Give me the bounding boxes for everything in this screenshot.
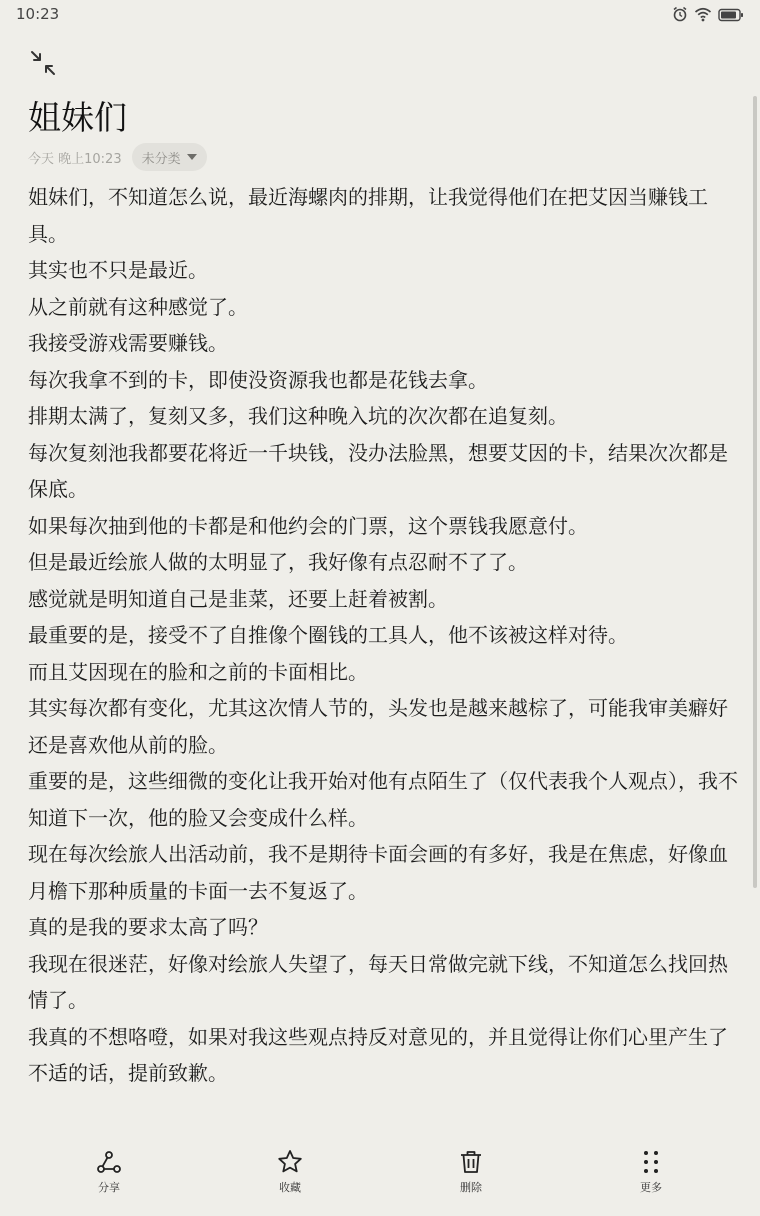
star-icon bbox=[276, 1148, 304, 1176]
note-paragraph: 姐妹们，不知道怎么说，最近海螺肉的排期，让我觉得他们在把艾因当赚钱工具。 bbox=[28, 185, 708, 246]
note-paragraph: 我现在很迷茫，好像对绘旅人失望了，每天日常做完就下线，不知道怎么找回热情了。 bbox=[28, 951, 728, 1012]
note-paragraph: 而且艾因现在的脸和之前的卡面相比。 bbox=[28, 659, 368, 684]
share-button[interactable] bbox=[69, 1148, 149, 1204]
favorite-label: 收藏 bbox=[279, 1181, 301, 1194]
more-button[interactable] bbox=[611, 1148, 691, 1204]
more-dots-icon bbox=[637, 1148, 665, 1176]
scrollbar[interactable] bbox=[753, 96, 757, 888]
note-paragraph: 从之前就有这种感觉了。 bbox=[28, 294, 248, 319]
note-paragraph: 最重要的是，接受不了自推像个圈钱的工具人，他不该被这样对待。 bbox=[28, 623, 628, 647]
note-paragraph: 排期太满了，复刻又多，我们这种晚入坑的次次都在追复刻。 bbox=[28, 404, 568, 428]
note-paragraph: 我真的不想咯噔，如果对我这些观点持反对意见的，并且觉得让你们心里产生了不适的话，提前致歉。 bbox=[28, 1024, 728, 1085]
bottom-toolbar bbox=[0, 1148, 760, 1208]
note-date: 今天 晚上10:23 bbox=[28, 151, 122, 167]
note-paragraph: 其实也不只是最近。 bbox=[28, 258, 208, 282]
note-paragraph: 真的是我的要求太高了吗？ bbox=[28, 915, 268, 939]
status-time: 10:23 bbox=[16, 5, 60, 23]
status-icons bbox=[672, 6, 744, 26]
share-label: 分享 bbox=[98, 1181, 120, 1194]
more-label: 更多 bbox=[640, 1181, 662, 1194]
note-body[interactable] bbox=[28, 179, 740, 1092]
delete-label: 删除 bbox=[460, 1181, 482, 1194]
share-icon bbox=[95, 1148, 123, 1176]
note-paragraph: 如果每次抽到他的卡都是和他约会的门票，这个票钱我愿意付。 bbox=[28, 513, 588, 538]
note-title[interactable]: 姐妹们 bbox=[28, 98, 127, 137]
category-dropdown[interactable] bbox=[132, 143, 207, 171]
note-meta bbox=[28, 143, 207, 171]
collapse-icon[interactable] bbox=[28, 48, 58, 78]
note-paragraph: 现在每次绘旅人出活动前，我不是期待卡面会画的有多好，我是在焦虑，好像血月檐下那种质量的卡面一去不复返了。 bbox=[28, 842, 728, 903]
note-paragraph: 但是最近绘旅人做的太明显了，我好像有点忍耐不了了。 bbox=[28, 550, 528, 574]
battery-icon bbox=[718, 7, 744, 26]
note-paragraph: 每次我拿不到的卡，即使没资源我也都是花钱去拿。 bbox=[28, 367, 488, 392]
alarm-icon bbox=[672, 6, 688, 26]
caret-down-icon bbox=[187, 154, 197, 160]
note-paragraph: 我接受游戏需要赚钱。 bbox=[28, 331, 228, 355]
favorite-button[interactable] bbox=[250, 1148, 330, 1204]
note-paragraph: 重要的是，这些细微的变化让我开始对他有点陌生了（仅代表我个人观点），我不知道下一次，他的脸又会变成什么样。 bbox=[28, 769, 738, 830]
category-label: 未分类 bbox=[141, 151, 181, 167]
status-bar bbox=[0, 0, 760, 30]
delete-button[interactable] bbox=[431, 1148, 511, 1204]
note-paragraph: 感觉就是明知道自己是韭菜，还要上赶着被割。 bbox=[28, 586, 448, 611]
note-paragraph: 每次复刻池我都要花将近一千块钱，没办法脸黑，想要艾因的卡，结果次次都是保底。 bbox=[28, 440, 728, 501]
trash-icon bbox=[457, 1148, 485, 1176]
note-paragraph: 其实每次都有变化，尤其这次情人节的，头发也是越来越棕了，可能我审美癖好还是喜欢他从前的脸。 bbox=[28, 696, 728, 757]
wifi-icon bbox=[694, 6, 712, 26]
